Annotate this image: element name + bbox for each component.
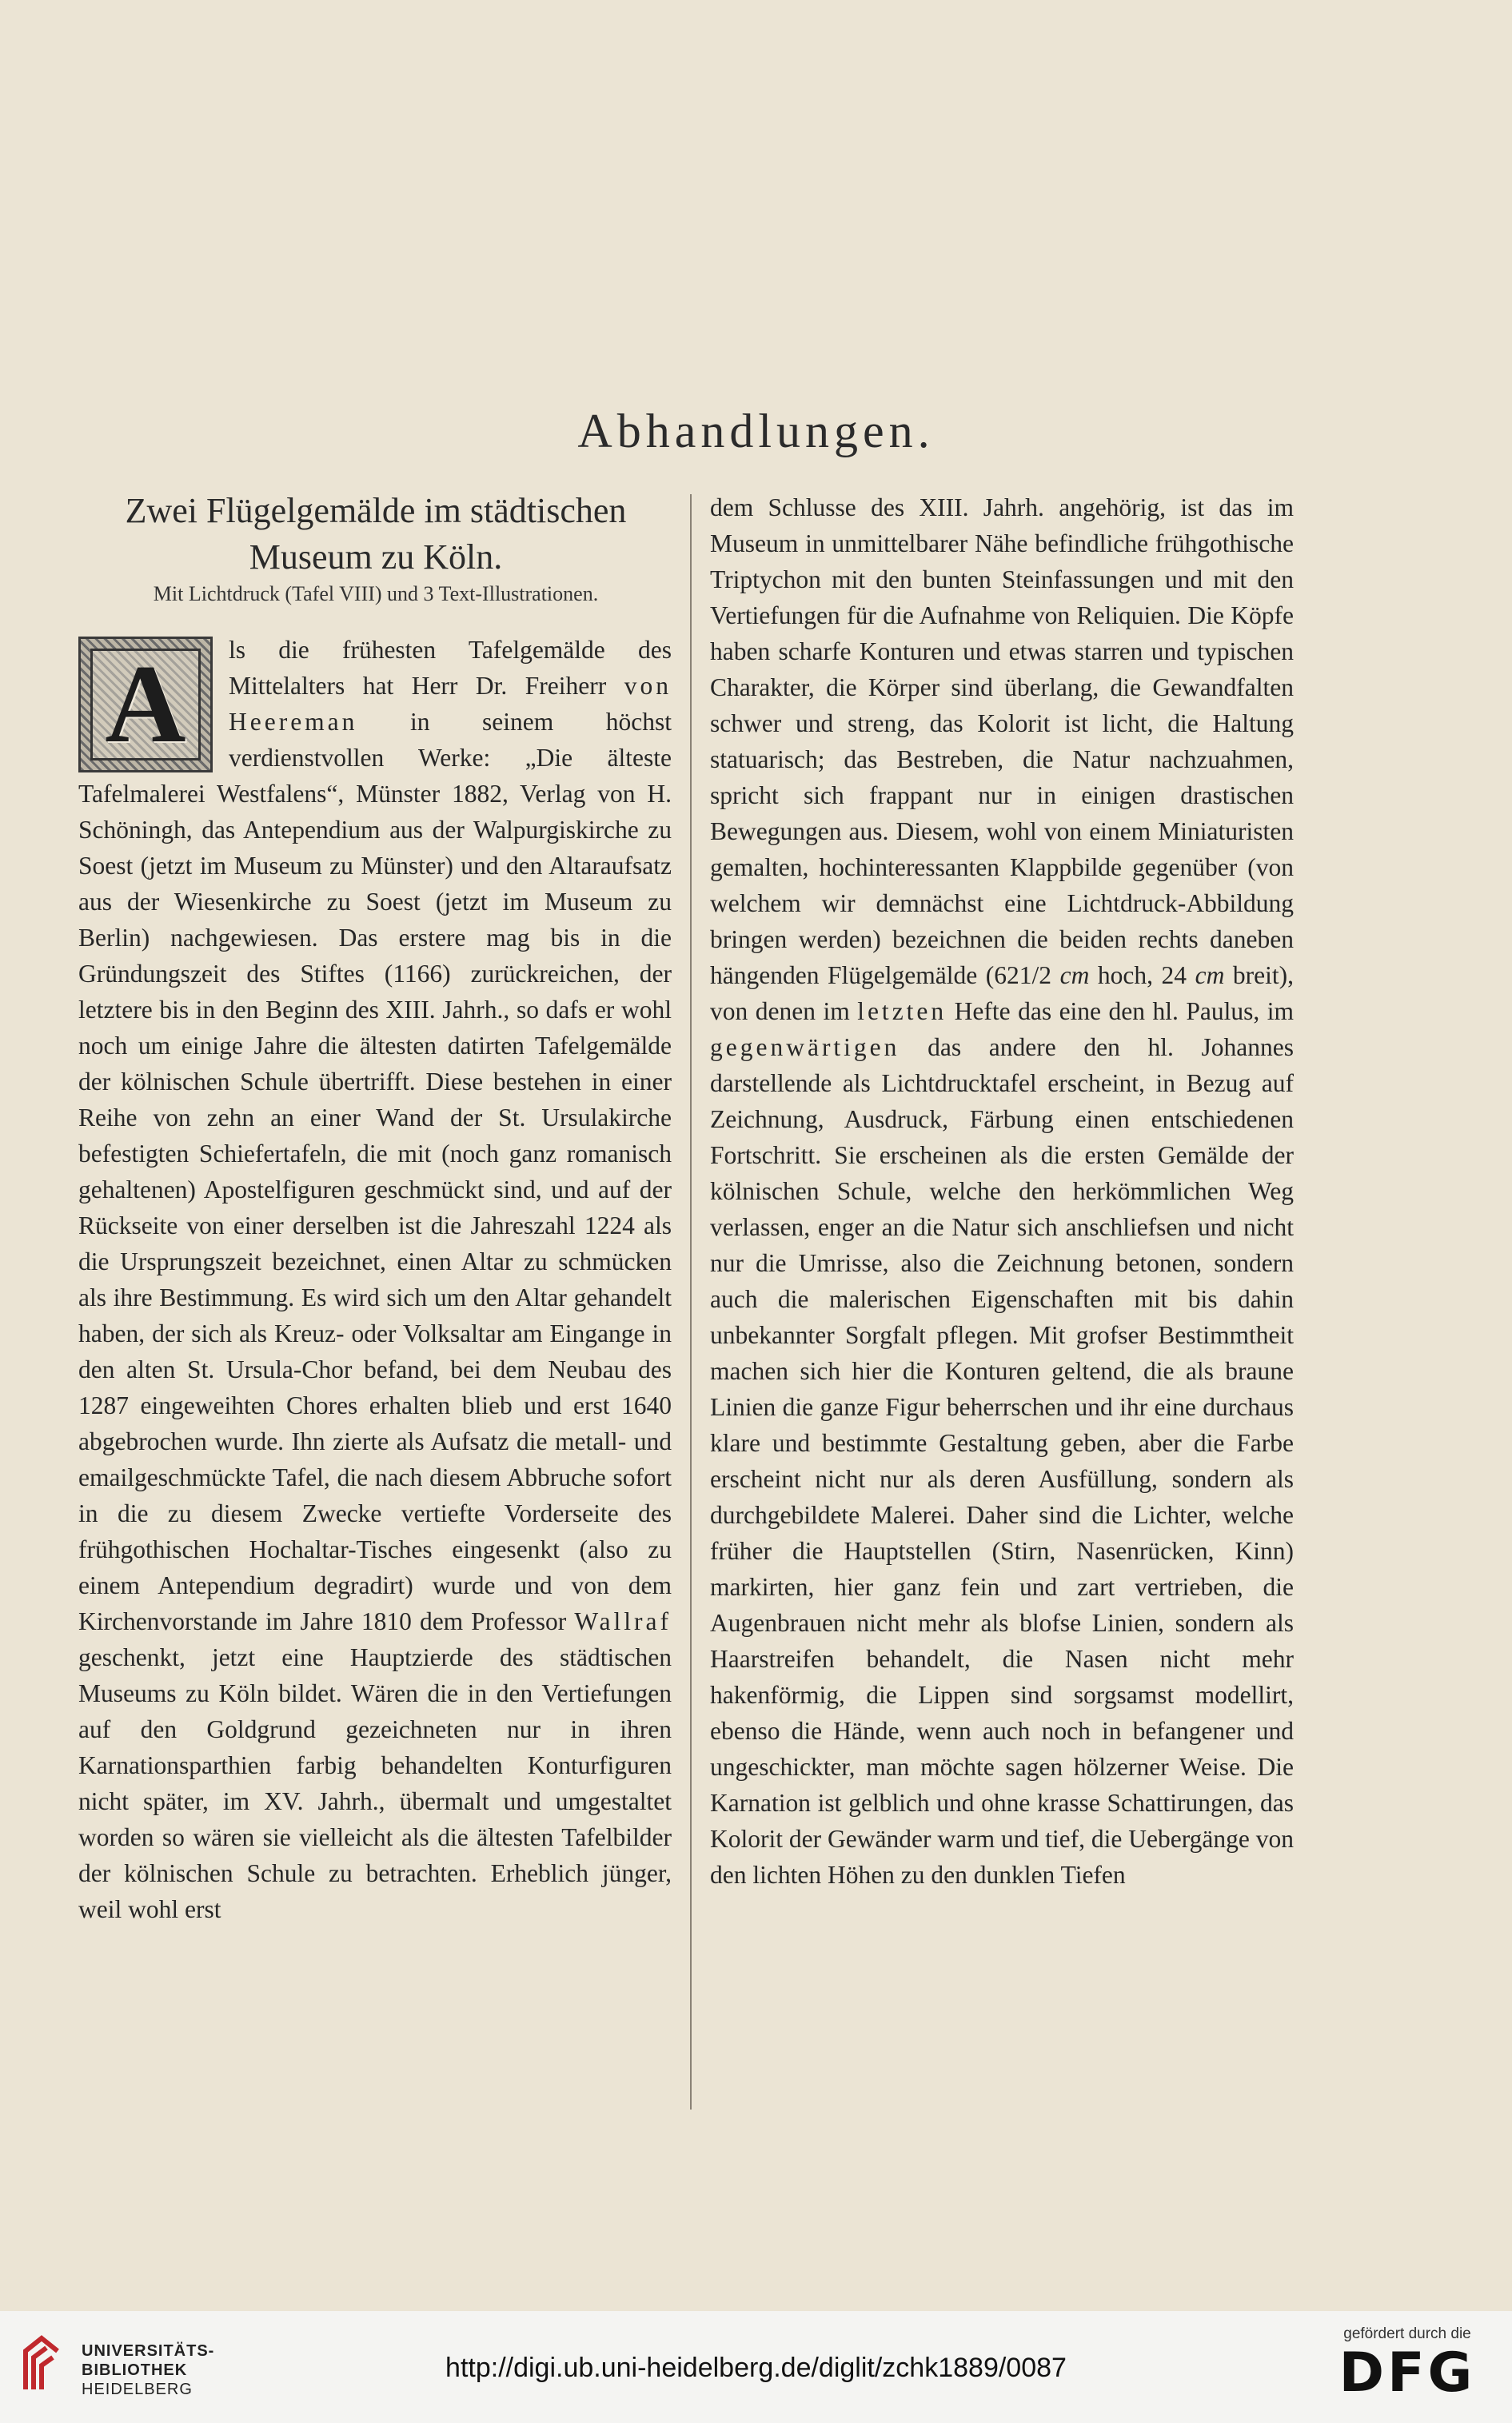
article-subtitle: Mit Lichtdruck (Tafel VIII) und 3 Text-Illustrationen. [153,582,599,605]
initial-letter: A [105,642,186,766]
digitization-footer [0,2311,1512,2423]
right-text-part-4: Hefte das eine den hl. Paulus, im [947,997,1295,1025]
right-text-part-3: breit), von denen im [710,961,1295,1025]
left-column [78,632,672,1927]
left-column-text [78,632,672,1927]
right-text-part-2: hoch, 24 [1089,961,1195,989]
article-title-line-1: Zwei Flügelgemälde im städtischen [125,491,627,530]
right-text-unit-2: cm [1195,961,1225,989]
left-text-name-wallraf: Wallraf [574,1607,672,1635]
library-name-line-2: BIBLIOTHEK [82,2361,188,2379]
left-text-part-1: ls die frühesten Tafelgemälde des Mittelalters hat Herr Dr. Freiherr [229,636,672,700]
right-text-unit-1: cm [1059,961,1090,989]
ornamental-initial-frame [90,642,201,766]
left-text-part-3: geschenkt, jetzt eine Hauptzierde des städtischen Museums zu Köln bildet. Wären die in den Vertiefungen auf den Goldgrund gezeichneten nur in ihren Karnationsparthien farbig behandelten Konturfiguren nicht später, im XV. Jahrh., übermalt und umgestaltet worden so wären sie vielleicht als die ältesten Tafelbilder der kölnischen Schule zu betrachten. Erheblich jünger, weil wohl erst [78,1643,672,1923]
article-title [72,488,680,581]
right-column [710,489,1294,1893]
left-text-name-heereman: von Heereman [229,672,672,736]
sponsor-text: gefördert durch die [1343,2325,1471,2342]
section-heading: Abhandlungen. [577,405,935,457]
right-text-fraction: 1/2 [1019,961,1052,989]
right-text-spaced-letzten: letzten [857,997,947,1025]
permalink-url[interactable]: http://digi.ub.uni-heidelberg.de/diglit/zchk1889/0087 [445,2353,1067,2383]
right-text-part-1: dem Schlusse des XIII. Jahrh. angehörig, ist das im Museum in unmittelbarer Nähe befindliche frühgothische Triptychon mit den bunten Steinfassungen und mit den Vertiefungen für die Aufnahme von Reliquien. Die Köpfe haben scharfe Konturen und etwas starren und typischen Charakter, die Körper sind überlang, die Gewandfalten schwer und streng, das Kolorit ist licht, die Haltung statuarisch; das Bestreben, die Natur nachzuahmen, spricht sich frappant nur in einigen drastischen Bewegungen aus. Diesem, wohl von einem Miniaturisten gemalten, hochinteressanten Klappbilde gegenüber (von welchem wir demnächst eine Lichtdruck-Abbildung bringen werden) bezeichnen die beiden rechts daneben hängenden Flügelgemälde (62 [710,493,1294,989]
right-column-text [710,489,1294,1893]
article-title-line-2: Museum zu Köln. [249,537,503,577]
right-text-part-5: das andere den hl. Johannes darstellende als Lichtdrucktafel erscheint, in Bezug auf Zeichnung, Ausdruck, Färbung einen entschiedenen Fortschritt. Sie erscheinen als die ersten Gemälde der kölnischen Schule, welche den herkömmlichen Weg verlassen, enger an die Natur sich anschliefsen und nicht nur die Umrisse, also die Zeichnung betonen, sondern auch die malerischen Eigenschaften mit bis dahin unbekannter Sorgfalt pflegen. Mit grofser Bestimmtheit machen sich hier die Konturen geltend, die als braune Linien die ganze Figur beherrschen und ihr eine durchaus klare und bestimmte Gestaltung geben, aber die Farbe erscheint nicht nur als deren Ausfüllung, sondern als durchgebildete Malerei. Daher sind die Lichter, welche früher die Hauptstellen (Stirn, Nasenrücken, Kinn) markirten, hier ganz fein und zart vertrieben, die Augenbrauen nicht mehr als blofse Linien, sondern als Haarstreifen behandelt, die Nasen nicht mehr hakenförmig, die Lippen sind sorgsamst modellirt, ebenso die Hände, wenn auch noch in befangener und ungeschickter, man möchte sagen hölzerner Weise. Die Karnation ist gelblich und ohne krasse Schattirungen, das Kolorit der Gewänder warm und tief, die Uebergänge von den lichten Höhen zu den dunklen Tiefen [710,1033,1294,1889]
dfg-logo: DFG [1338,2341,1476,2405]
left-text-part-2: in seinem höchst verdienstvollen Werke: „Die älteste Tafelmalerei Westfalens“, Münster 1882, Verlag von H. Schöningh, das Antependium aus der Walpurgiskirche zu Soest (jetzt im Museum zu Münster) und den Altaraufsatz aus der Wiesenkirche zu Soest (jetzt im Museum zu Berlin) nachgewiesen. Das erstere mag bis in die Gründungszeit des Stiftes (1166) zurückreichen, der letztere bis in den Beginn des XIII. Jahrh., so dafs er wohl noch um einige Jahre die ältesten datirten Tafelgemälde der kölnischen Schule übertrifft. Diese bestehen in einer Reihe von zehn an einer Wand der St. Ursulakirche befestigten Schiefertafeln, die mit (noch ganz romanisch gehaltenen) Apostelfiguren geschmückt sind, und auf der Rückseite von einer derselben ist die Jahreszahl 1224 als die Ursprungszeit bezeichnet, einen Altar zu schmücken als ihre Bestimmung. Es wird sich um den Altar gehandelt haben, der sich als Kreuz- oder Volksaltar am Eingange in den alten St. Ursula-Chor befand, bei dem Neubau des 1287 eingeweihten Chores erhalten blieb und erst 1640 abgebrochen wurde. Ihn zierte als Aufsatz die metall- und emailgeschmückte Tafel, die nach diesem Abbruche sofort in die zu diesem Zwecke vertiefte Vorderseite des frühgothischen Hochaltar-Tisches eingesenkt (also zu einem Antependium degradirt) wurde und von dem Kirchenvorstande im Jahre 1810 dem Professor [78,708,672,1635]
library-name-line-3: HEIDELBERG [82,2381,193,2398]
column-divider [690,494,692,2110]
sponsor-block[interactable] [1323,2325,1491,2404]
library-name-line-1: UNIVERSITÄTS- [82,2342,215,2360]
right-text-spaced-gegenwaertigen: gegenwärtigen [710,1033,900,1061]
ornamental-initial [78,637,213,772]
